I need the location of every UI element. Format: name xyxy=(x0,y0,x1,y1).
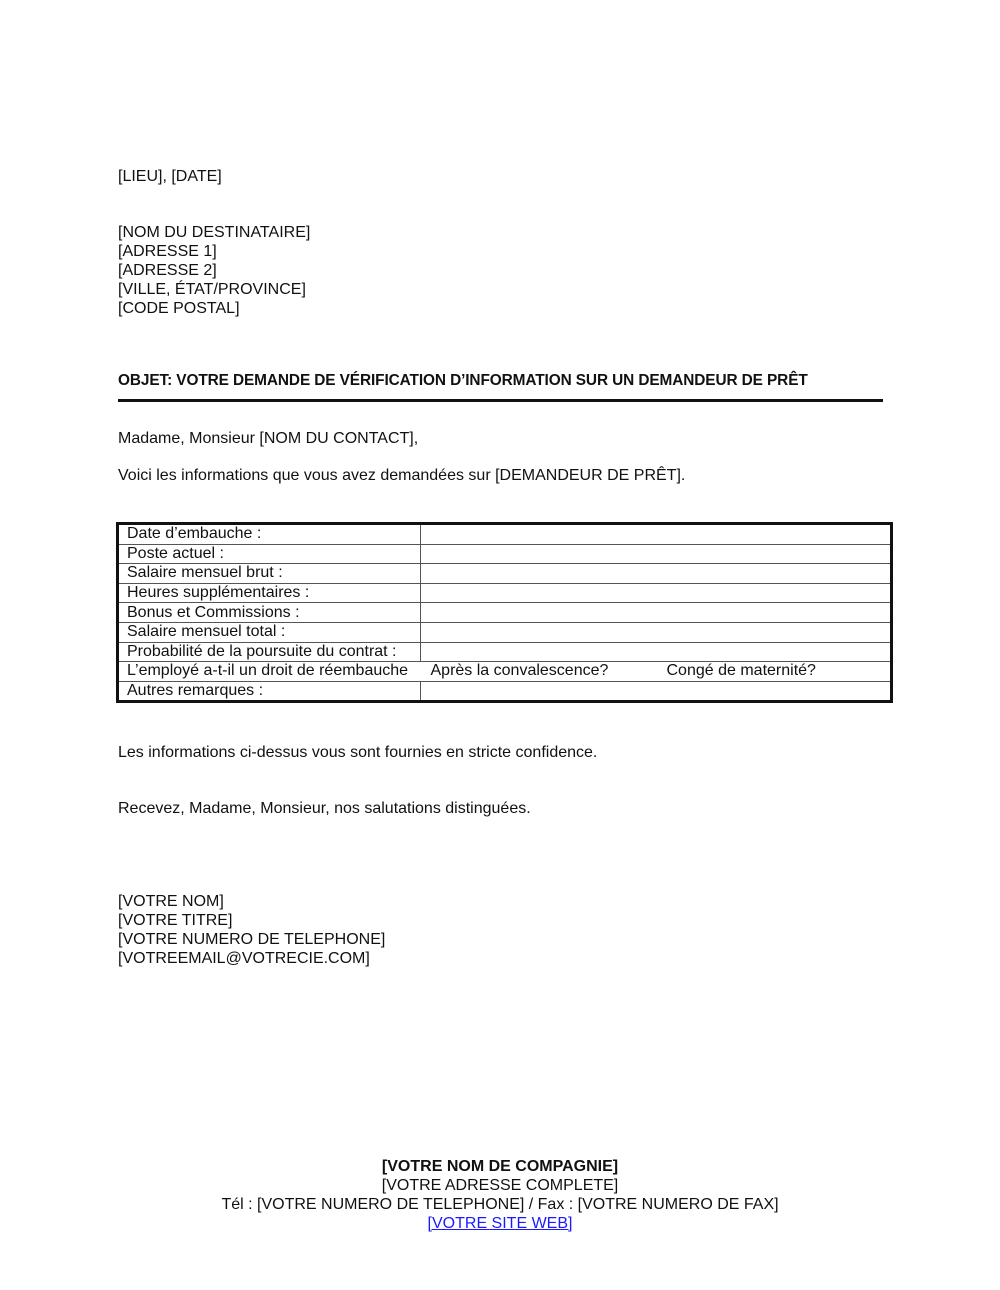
signature-title: [VOTRE TITRE] xyxy=(118,912,233,929)
intro-paragraph: Voici les informations que vous avez demandées sur [DEMANDEUR DE PRÊT]. xyxy=(118,467,686,484)
table-row xyxy=(119,642,890,662)
table-row-rehire xyxy=(119,662,890,682)
footer-company-name: [VOTRE NOM DE COMPAGNIE] xyxy=(381,1158,619,1175)
row-value[interactable] xyxy=(421,622,891,642)
recipient-postal-code: [CODE POSTAL] xyxy=(118,300,240,317)
signature-phone: [VOTRE NUMERO DE TELEPHONE] xyxy=(118,931,386,948)
confidence-notice: Les informations ci-dessus vous sont fournies en stricte confidence. xyxy=(118,744,598,761)
row-label: Probabilité de la poursuite du contrat : xyxy=(119,642,421,662)
rehire-questions xyxy=(421,662,891,682)
row-value[interactable] xyxy=(421,603,891,623)
row-label: Salaire mensuel total : xyxy=(119,622,421,642)
table-row xyxy=(119,544,890,564)
closing-phrase: Recevez, Madame, Monsieur, nos salutations distinguées. xyxy=(118,800,531,817)
row-label: Poste actuel : xyxy=(119,544,421,564)
footer-address: [VOTRE ADRESSE COMPLETE] xyxy=(381,1177,619,1194)
subject-line: OBJET: VOTRE DEMANDE DE VÉRIFICATION D’INFORMATION SUR UN DEMANDEUR DE PRÊT xyxy=(118,372,808,389)
table-row xyxy=(119,525,890,544)
recipient-block xyxy=(118,223,310,318)
recipient-address1: [ADRESSE 1] xyxy=(118,243,217,260)
row-value[interactable] xyxy=(421,544,891,564)
row-label: Date d’embauche : xyxy=(119,525,421,544)
row-label: Salaire mensuel brut : xyxy=(119,564,421,584)
signature-name: [VOTRE NOM] xyxy=(118,893,224,910)
place-date: [LIEU], [DATE] xyxy=(118,168,222,185)
row-label: Autres remarques : xyxy=(119,681,421,700)
rehire-question-maternity: Congé de maternité? xyxy=(666,662,816,680)
row-value[interactable] xyxy=(421,642,891,662)
footer-website-link[interactable]: [VOTRE SITE WEB] xyxy=(427,1215,573,1232)
letterhead-footer xyxy=(0,1157,1000,1233)
salutation: Madame, Monsieur [NOM DU CONTACT], xyxy=(118,430,419,447)
table-row xyxy=(119,622,890,642)
row-value[interactable] xyxy=(421,525,891,544)
employment-info-table xyxy=(116,522,893,703)
signature-email: [VOTREEMAIL@VOTRECIE.COM] xyxy=(118,950,370,967)
subject-divider xyxy=(118,399,883,402)
rehire-question-convalescence: Après la convalescence? xyxy=(430,662,609,680)
table-row xyxy=(119,603,890,623)
row-value[interactable] xyxy=(421,583,891,603)
row-label: L’employé a-t-il un droit de réembauche xyxy=(119,662,421,682)
table-row xyxy=(119,583,890,603)
row-label: Heures supplémentaires : xyxy=(119,583,421,603)
row-value[interactable] xyxy=(421,681,891,700)
row-value[interactable] xyxy=(421,564,891,584)
footer-contact: Tél : [VOTRE NUMERO DE TELEPHONE] / Fax : [VOTRE NUMERO DE FAX] xyxy=(221,1196,779,1213)
table-row xyxy=(119,564,890,584)
signature-block xyxy=(118,892,385,968)
recipient-city-state: [VILLE, ÉTAT/PROVINCE] xyxy=(118,281,306,298)
recipient-name: [NOM DU DESTINATAIRE] xyxy=(118,224,311,241)
table-row xyxy=(119,681,890,700)
recipient-address2: [ADRESSE 2] xyxy=(118,262,217,279)
row-label: Bonus et Commissions : xyxy=(119,603,421,623)
